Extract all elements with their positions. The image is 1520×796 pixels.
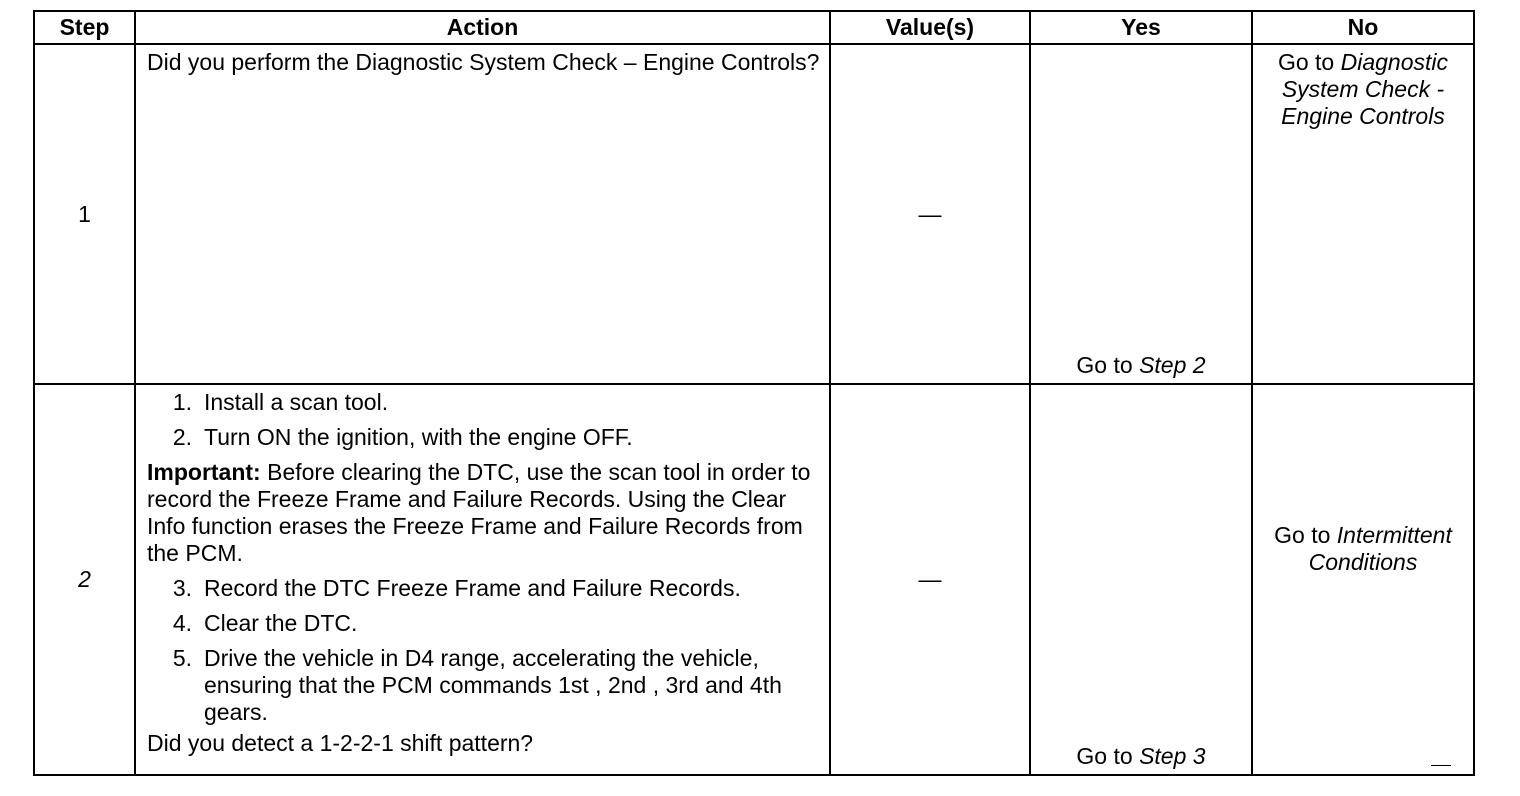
list-item: 3. Record the DTC Freeze Frame and Failure Records. xyxy=(172,575,741,601)
action-cell xyxy=(135,384,830,775)
important-text: Before clearing the DTC, use the scan tool in order to record the Freeze Frame and Failure Records. Using the Clear Info function erases the Freeze Frame and Failure Records from the PCM. xyxy=(147,459,811,566)
action-question: Did you detect a 1-2-2-1 shift pattern? xyxy=(147,730,534,756)
step-number: 1 xyxy=(34,44,135,384)
list-item: 1. Install a scan tool. xyxy=(172,389,389,415)
action-question: Did you perform the Diagnostic System Check – Engine Controls? xyxy=(147,49,820,75)
table-row xyxy=(34,384,1474,775)
header-step: Step xyxy=(34,11,135,44)
value-dash: — xyxy=(918,200,942,227)
yes-go-to: Go to xyxy=(1076,352,1140,378)
no-cell xyxy=(1252,44,1474,384)
yes-link[interactable]: Step 2 xyxy=(1139,352,1206,378)
list-item: 2. Turn ON the ignition, with the engine OFF. xyxy=(172,424,633,450)
action-cell xyxy=(135,44,830,384)
no-go-to: Go to xyxy=(1277,49,1341,75)
header-values: Value(s) xyxy=(830,11,1030,44)
action-steps-before xyxy=(147,389,821,451)
step-number: 2 xyxy=(34,384,135,775)
value-cell xyxy=(830,44,1030,384)
scan-mark xyxy=(1431,765,1451,766)
diagnostic-table xyxy=(33,10,1475,776)
important-note xyxy=(147,459,821,567)
action-steps-after xyxy=(147,575,821,726)
header-yes: Yes xyxy=(1030,11,1252,44)
important-label: Important: xyxy=(147,459,261,485)
no-link[interactable]: Diagnostic System Check - Engine Controls xyxy=(1281,49,1449,129)
yes-cell xyxy=(1030,44,1252,384)
value-dash: — xyxy=(918,566,942,592)
no-go-to: Go to xyxy=(1274,521,1337,548)
yes-cell xyxy=(1030,384,1252,775)
header-row xyxy=(34,11,1474,44)
yes-link[interactable]: Step 3 xyxy=(1139,743,1206,769)
list-item: 4. Clear the DTC. xyxy=(172,610,358,636)
no-cell xyxy=(1252,384,1474,775)
yes-go-to: Go to xyxy=(1076,743,1140,769)
list-item: 5. Drive the vehicle in D4 range, accelerating the vehicle, ensuring that the PCM commands 1st , 2nd , 3rd and 4th gears. xyxy=(172,645,782,725)
header-no: No xyxy=(1252,11,1474,44)
value-cell xyxy=(830,384,1030,775)
header-action: Action xyxy=(135,11,830,44)
no-link[interactable]: Intermittent Conditions xyxy=(1308,521,1452,575)
table-row xyxy=(34,44,1474,384)
